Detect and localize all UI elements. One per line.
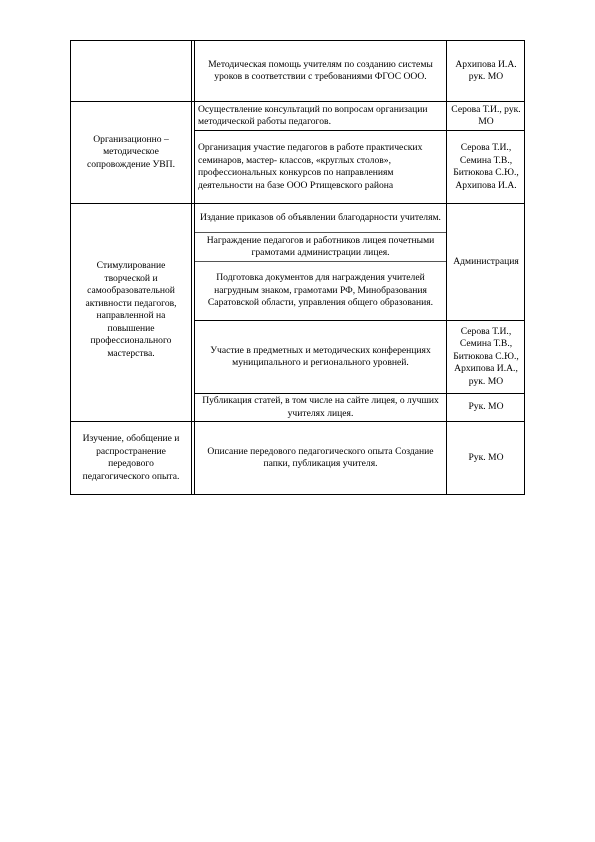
- stimulation-responsible-4: Серова Т.И., Семина Т.В., Битюкова С.Ю., Архипова И.А., рук. МО: [453, 325, 519, 387]
- stimulation-activity-1: Издание приказов об объявлении благодарности учителям.: [200, 211, 441, 223]
- stimulation-activity-3: Подготовка документов для награждения учителей нагрудным знаком, грамотами РФ, Минобразования Саратовской области, управления общего образования.: [207, 272, 434, 309]
- column-divider-1: [191, 41, 192, 494]
- stimulation-shared-responsible: Администрация: [453, 255, 519, 267]
- row1-responsible: Архипова И.А. рук. МО: [455, 58, 517, 82]
- stimulation-activity-5: Публикация статей, в том числе на сайте лицея, о лучших учителях лицея.: [202, 395, 439, 419]
- stimulation-category: Стимулирование творческой и самообразовательной активности педагогов, направленной на повышение профессионального мастерства.: [85, 260, 177, 359]
- row1-category: [71, 41, 191, 101]
- support-responsible-2: Серова Т.И., Семина Т.В., Битюкова С.Ю., Архипова И.А.: [453, 142, 519, 191]
- stimulation-activity-4: Участие в предметных и методических конференциях муниципального и регионального уровней.: [210, 344, 431, 368]
- experience-activity-1: Описание передового педагогического опыта Создание папки, публикация учителя.: [207, 445, 434, 469]
- support-category: Организационно – методическое сопровождение УВП.: [86, 133, 176, 170]
- stimulation-responsible-5: Рук. МО: [468, 401, 504, 413]
- row1-activity: Методическая помощь учителям по созданию системы уроков в соответствии с требованиями ФГОС ООО.: [208, 58, 433, 82]
- support-activity-1: Осуществление консультаций по вопросам организации методической работы педагогов.: [198, 103, 428, 127]
- experience-responsible-1: Рук. МО: [468, 451, 504, 463]
- support-responsible-1: Серова Т.И., рук. МО: [451, 103, 521, 127]
- stimulation-activity-2: Награждение педагогов и работников лицея почетными грамотами администрации лицея.: [206, 234, 435, 258]
- experience-category: Изучение, обобщение и распространение передового педагогического опыта.: [82, 433, 180, 482]
- support-activity-2: Организация участие педагогов в работе практических семинаров, мастер- классов, «круглых столов», профессиональных конкурсов по направлениям деятельности на базе ООО Ртищевского района: [198, 142, 423, 191]
- activity-table: [70, 40, 525, 495]
